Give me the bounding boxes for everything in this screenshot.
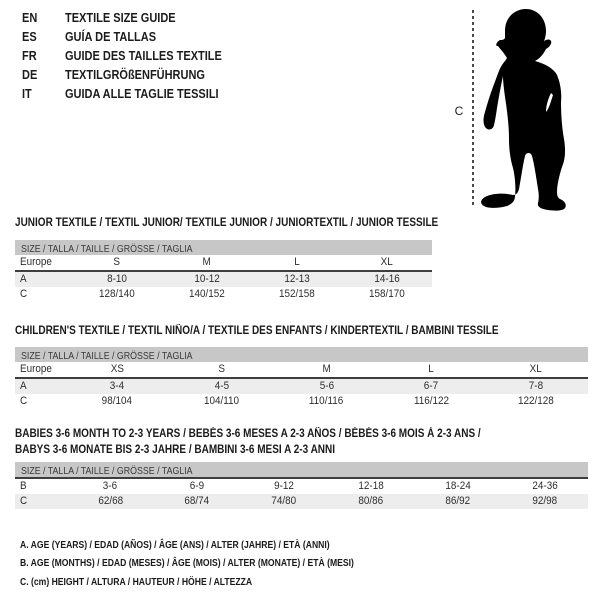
language-title: GUIDA ALLE TAGLIE TESSILI xyxy=(65,87,219,101)
age-cell: 4-5 xyxy=(214,380,230,392)
junior-size-table xyxy=(15,240,432,302)
row-label: Europe xyxy=(20,363,52,375)
height-cell: 62/68 xyxy=(98,495,123,507)
table-row xyxy=(15,394,588,409)
size-header-bar xyxy=(15,462,588,479)
table-row xyxy=(15,479,588,494)
language-row-en xyxy=(22,8,243,27)
height-cell: 98/104 xyxy=(102,395,133,407)
age-cell: 10-12 xyxy=(194,273,220,285)
babies-table-title xyxy=(15,426,481,458)
age-cell: 7-8 xyxy=(528,380,543,392)
height-cell: 86/92 xyxy=(445,495,471,507)
size-header-bar xyxy=(15,240,432,255)
row-label: A xyxy=(20,380,27,392)
language-title: GUIDE DES TAILLES TEXTILE xyxy=(65,49,222,63)
language-row-fr xyxy=(22,46,243,65)
toddler-silhouette-icon xyxy=(475,0,600,220)
children-table-title: CHILDREN'S TEXTILE / TEXTIL NIÑO/A / TEXTILE DES ENFANTS / KINDERTEXTIL / BAMBINI TESSILE xyxy=(15,325,499,337)
size-cell: S xyxy=(113,256,121,268)
junior-table-title: JUNIOR TEXTILE / TEXTIL JUNIOR/ TEXTILE JUNIOR / JUNIORTEXTIL / JUNIOR TESSILE xyxy=(15,217,439,229)
table-row xyxy=(15,255,432,272)
height-cell: 152/158 xyxy=(279,288,315,300)
height-cell: 116/122 xyxy=(413,395,449,407)
age-cell: 8-10 xyxy=(107,273,127,285)
language-code: DE xyxy=(22,68,38,82)
table-row xyxy=(15,287,432,302)
age-cell: 14-16 xyxy=(374,273,400,285)
height-cell: 158/170 xyxy=(369,288,405,300)
size-header-bar xyxy=(15,347,588,362)
size-cell: L xyxy=(294,256,300,268)
size-cell: S xyxy=(218,363,226,375)
age-cell: 3-4 xyxy=(110,380,125,392)
age-cell: 12-13 xyxy=(284,273,310,285)
size-header-label: SIZE / TALLA / TAILLE / GRÖSSE / TAGLIA xyxy=(21,243,193,255)
babies-table-title-line1: BABIES 3-6 MONTH TO 2-3 YEARS / BEBÉS 3-6 MESES A 2-3 AÑOS / BÉBÉS 3-6 MOIS À 2-3 ANS / xyxy=(15,428,481,440)
size-cell: XS xyxy=(110,363,124,375)
language-title: TEXTILE SIZE GUIDE xyxy=(65,11,176,25)
footnote-b: B. AGE (MONTHS) / EDAD (MESES) / ÂGE (MOIS) / ALTER (MONATE) / ETÀ (MESI) xyxy=(20,557,354,570)
row-label: A xyxy=(20,273,27,285)
height-cell: 92/98 xyxy=(532,495,557,507)
babies-table-title-line2: BABYS 3-6 MONATE BIS 2-3 JAHRE / BAMBINI 3-6 MESI A 2-3 ANNI xyxy=(15,444,336,456)
size-cell: XL xyxy=(380,256,394,268)
size-cell: M xyxy=(202,256,212,268)
table-row xyxy=(15,272,432,287)
language-row-es xyxy=(22,27,243,46)
language-title-list xyxy=(22,8,243,103)
height-cell: 80/86 xyxy=(358,495,384,507)
height-cell: 128/140 xyxy=(99,288,135,300)
footnote-a: A. AGE (YEARS) / EDAD (AÑOS) / ÂGE (ANS) / ALTER (JAHRE) / ETÀ (ANNI) xyxy=(20,539,330,551)
height-cell: 122/128 xyxy=(517,395,554,407)
table-row xyxy=(15,494,588,509)
language-row-it xyxy=(22,84,243,103)
age-cell: 6-7 xyxy=(423,380,439,392)
age-cell: 18-24 xyxy=(445,480,471,492)
size-header-label: SIZE / TALLA / TAILLE / GRÖSSE / TAGLIA xyxy=(21,465,193,477)
height-cell: 68/74 xyxy=(184,495,210,507)
row-label: B xyxy=(20,480,27,492)
age-cell: 12-18 xyxy=(358,480,384,492)
language-code: EN xyxy=(22,11,38,25)
age-cell: 24-36 xyxy=(531,480,558,492)
age-cell: 3-6 xyxy=(103,480,118,492)
age-cell: 6-9 xyxy=(190,480,205,492)
children-size-table xyxy=(15,347,588,409)
row-label: C xyxy=(20,288,28,300)
size-cell: M xyxy=(322,363,331,375)
row-label: C xyxy=(20,495,28,507)
age-cell: 9-12 xyxy=(274,480,294,492)
language-row-de xyxy=(22,65,243,84)
height-measure-label: C xyxy=(454,104,464,118)
size-cell: L xyxy=(428,363,434,375)
height-cell: 140/152 xyxy=(189,288,225,300)
legend-footnotes xyxy=(20,535,427,590)
language-title: GUÍA DE TALLAS xyxy=(65,30,157,44)
table-row xyxy=(15,362,588,379)
age-cell: 5-6 xyxy=(319,380,334,392)
language-code: IT xyxy=(22,87,32,101)
size-header-label: SIZE / TALLA / TAILLE / GRÖSSE / TAGLIA xyxy=(21,350,193,362)
size-cell: XL xyxy=(529,363,542,375)
row-label: Europe xyxy=(20,256,52,268)
babies-size-table xyxy=(15,462,588,509)
language-code: FR xyxy=(22,49,37,63)
row-label: C xyxy=(20,395,28,407)
height-cell: 104/110 xyxy=(204,395,240,407)
height-cell: 74/80 xyxy=(271,495,297,507)
height-cell: 110/116 xyxy=(309,395,344,407)
height-dashed-line-icon xyxy=(472,10,474,206)
language-title: TEXTILGRÖßENFÜHRUNG xyxy=(65,68,205,82)
language-code: ES xyxy=(22,30,37,44)
footnote-c: C. (cm) HEIGHT / ALTURA / HAUTEUR / HÖHE / ALTEZZA xyxy=(20,575,253,588)
table-row xyxy=(15,379,588,394)
